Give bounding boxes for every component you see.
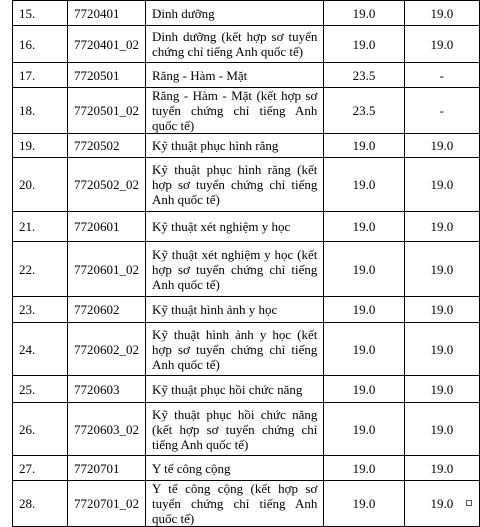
score-primary: 23.5 [324,63,404,88]
score-primary: 19.0 [324,212,404,242]
table-row [13,456,480,481]
program-name: Răng - Hàm - Mặt [145,63,323,88]
program-code: 7720401 [67,1,145,26]
program-code: 7720601_02 [67,242,145,297]
table-body [13,1,480,527]
table-row [13,26,480,63]
table-row [13,63,480,88]
row-number: 17. [13,63,68,88]
program-code: 7720701 [67,456,145,481]
score-secondary: 19.0 [404,134,479,158]
score-primary: 19.0 [324,403,404,456]
table-row [13,134,480,158]
row-number: 28. [13,481,68,527]
table-row [13,323,480,376]
program-code: 7720502_02 [67,158,145,212]
score-secondary: 19.0 [404,297,479,323]
score-secondary: 19.0 [404,212,479,242]
score-secondary: 19.0 [404,158,479,212]
score-primary: 19.0 [324,158,404,212]
table-row [13,242,480,297]
program-name: Kỹ thuật hình ảnh y học [145,297,323,323]
program-code: 7720401_02 [67,26,145,63]
program-name: Kỹ thuật hình ảnh y học (kết hợp sơ tuyển chứng chỉ tiếng Anh quốc tế) [145,323,323,376]
row-number: 19. [13,134,68,158]
row-number: 21. [13,212,68,242]
program-name: Kỹ thuật phục hồi chức năng [145,376,323,403]
row-number: 16. [13,26,68,63]
row-number: 27. [13,456,68,481]
score-secondary: 19.0 [404,481,479,527]
score-secondary: 19.0 [404,1,479,26]
score-primary: 19.0 [324,26,404,63]
program-name: Kỹ thuật phục hình răng (kết hợp sơ tuyển chứng chỉ tiếng Anh quốc tế) [145,158,323,212]
score-primary: 19.0 [324,134,404,158]
table-row [13,212,480,242]
row-number: 22. [13,242,68,297]
score-secondary: 19.0 [404,26,479,63]
row-number: 23. [13,297,68,323]
program-name: Kỹ thuật phục hình răng [145,134,323,158]
score-secondary: - [404,63,479,88]
row-number: 15. [13,1,68,26]
program-name: Y tế công cộng [145,456,323,481]
program-code: 7720603 [67,376,145,403]
program-code: 7720701_02 [67,481,145,527]
program-code: 7720602_02 [67,323,145,376]
program-code: 7720502 [67,134,145,158]
program-code: 7720501 [67,63,145,88]
score-secondary: 19.0 [404,242,479,297]
program-code: 7720603_02 [67,403,145,456]
program-name: Răng - Hàm - Mặt (kết hợp sơ tuyển chứng chỉ tiếng Anh quốc tế) [145,88,323,134]
score-primary: 19.0 [324,481,404,527]
table-row [13,376,480,403]
score-primary: 19.0 [324,376,404,403]
row-number: 25. [13,376,68,403]
program-code: 7720602 [67,297,145,323]
program-name: Kỹ thuật xét nghiệm y học [145,212,323,242]
table-row [13,297,480,323]
table-row [13,481,480,527]
row-number: 24. [13,323,68,376]
program-code: 7720501_02 [67,88,145,134]
program-code: 7720601 [67,212,145,242]
table-row [13,1,480,26]
program-name: Dinh dưỡng [145,1,323,26]
score-primary: 19.0 [324,297,404,323]
table-row [13,403,480,456]
score-secondary: 19.0 [404,456,479,481]
row-number: 18. [13,88,68,134]
score-secondary: 19.0 [404,403,479,456]
row-number: 26. [13,403,68,456]
score-primary: 19.0 [324,1,404,26]
program-name: Kỹ thuật phục hồi chức năng (kết hợp sơ tuyển chứng chỉ tiếng Anh quốc tế) [145,403,323,456]
table-row [13,88,480,134]
row-number: 20. [13,158,68,212]
admission-score-table [12,0,480,527]
program-name: Kỹ thuật xét nghiệm y học (kết hợp sơ tuyển chứng chỉ tiếng Anh quốc tế) [145,242,323,297]
score-secondary: 19.0 [404,376,479,403]
score-primary: 19.0 [324,456,404,481]
score-secondary: 19.0 [404,323,479,376]
score-secondary: - [404,88,479,134]
score-primary: 23.5 [324,88,404,134]
score-primary: 19.0 [324,242,404,297]
table-row [13,158,480,212]
score-primary: 19.0 [324,323,404,376]
resize-handle-icon [466,500,472,506]
program-name: Y tế công cộng (kết hợp sơ tuyển chứng chỉ tiếng Anh quốc tế) [145,481,323,527]
program-name: Dinh dưỡng (kết hợp sơ tuyển chứng chỉ tiếng Anh quốc tế) [145,26,323,63]
